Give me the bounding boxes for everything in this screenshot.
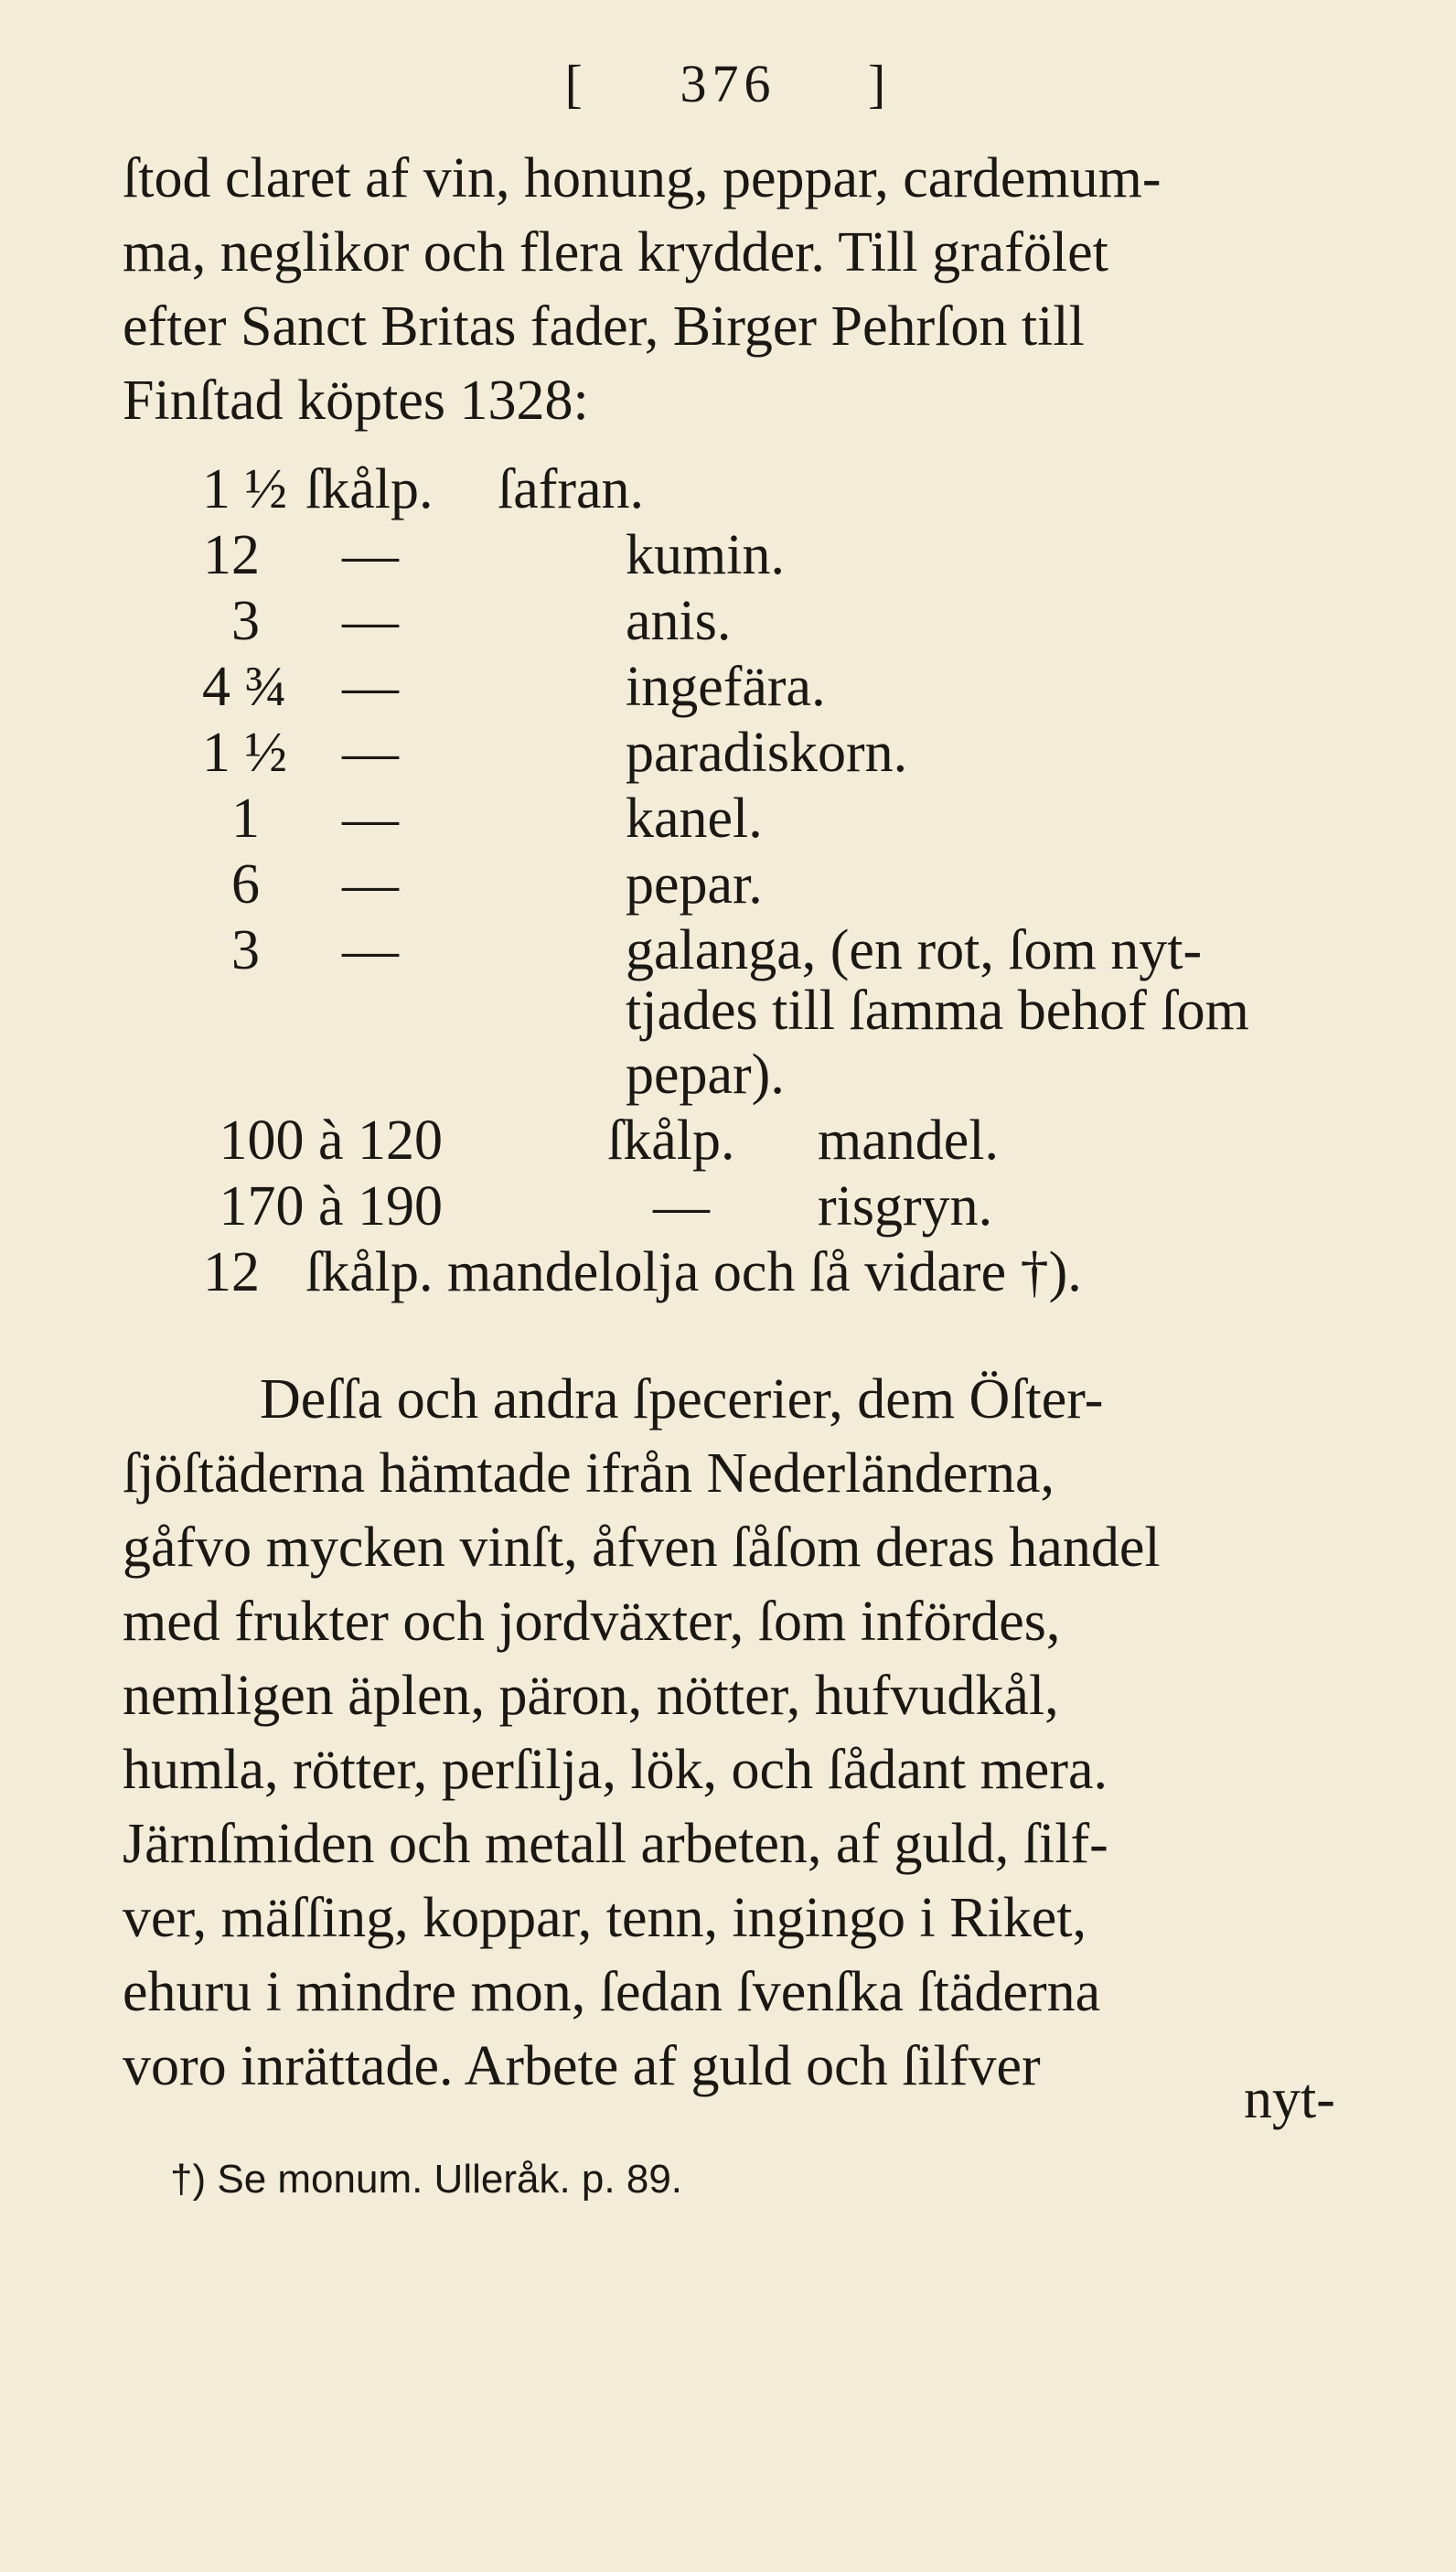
list-continuation-line: pepar). — [626, 1044, 785, 1106]
list-measure: — — [342, 524, 399, 586]
list-item-name: anis. — [626, 590, 732, 652]
list-qty: 100 à 120 — [219, 1109, 443, 1172]
list-qty: 1 — [231, 788, 260, 850]
main-line: med frukter och jordväxter, ſom infördes, — [123, 1591, 1061, 1653]
catchword: nyt- — [1244, 2068, 1335, 2130]
list-item-name: ingefära. — [626, 656, 826, 718]
list-measure: — — [342, 788, 399, 850]
footnote: †) Se monum. Ulleråk. p. 89. — [170, 2157, 683, 2202]
page-header — [0, 53, 1456, 114]
list-qty: 12 — [203, 1241, 260, 1303]
main-line: gåfvo mycken vinſt, åfven ſåſom deras handel — [123, 1516, 1161, 1579]
list-item-name: ſkålp. mandelolja och ſå vidare †). — [305, 1241, 1082, 1303]
list-measure: — — [342, 590, 399, 652]
main-line: humla, rötter, perſilja, lök, och ſådant mera. — [123, 1739, 1108, 1801]
list-qty: 12 — [203, 524, 260, 586]
main-line: voro inrättade. Arbete af guld och ſilfver — [123, 2035, 1041, 2097]
main-line: ver, mäſſing, koppar, tenn, ingingo i Riket, — [123, 1887, 1087, 1949]
main-line: nemligen äplen, päron, nötter, hufvudkål, — [123, 1665, 1059, 1727]
intro-line: ma, neglikor och flera krydder. Till grafölet — [123, 221, 1108, 284]
list-qty: 170 à 190 — [219, 1175, 443, 1238]
list-item-name: galanga, (en rot, ſom nyt- — [626, 919, 1203, 981]
list-item-name: mandel. — [818, 1109, 999, 1172]
list-qty: 3 — [231, 919, 260, 981]
list-measure: — — [342, 722, 399, 784]
list-measure: — — [342, 853, 399, 916]
list-item-name: pepar. — [626, 853, 763, 916]
list-measure: ſkålp. — [305, 458, 434, 520]
list-item-name: ſafran. — [498, 458, 645, 520]
list-item-name: kumin. — [626, 524, 785, 586]
list-qty: 6 — [231, 853, 260, 916]
list-item-name: kanel. — [626, 788, 763, 850]
list-qty: 1 ½ — [202, 458, 287, 520]
intro-line: Finſtad köptes 1328: — [123, 370, 589, 432]
main-line: Järnſmiden och metall arbeten, af guld, ſilf- — [123, 1813, 1108, 1875]
list-item-name: paradiskorn. — [626, 722, 908, 784]
main-line: Deſſa och andra ſpecerier, dem Öſter- — [260, 1368, 1104, 1431]
main-line: ehuru i mindre mon, ſedan ſvenſka ſtäderna — [123, 1961, 1101, 2023]
list-measure: — — [342, 919, 399, 981]
intro-paragraph — [123, 142, 1348, 438]
list-measure: ſkålp. — [607, 1109, 735, 1172]
bracket-open: [ — [564, 54, 588, 113]
intro-line: efter Sanct Britas fader, Birger Pehrſon till — [123, 295, 1085, 358]
list-qty: 1 ½ — [202, 722, 287, 784]
list-measure: — — [653, 1175, 710, 1238]
main-line: ſjöſtäderna hämtade ifrån Nederländerna, — [123, 1442, 1055, 1505]
list-continuation-line: tjades till ſamma behof ſom — [626, 980, 1249, 1042]
list-item-name: risgryn. — [818, 1175, 993, 1238]
page-number: 376 — [680, 54, 776, 113]
intro-line: ſtod claret af vin, honung, peppar, cardemum- — [123, 147, 1162, 209]
main-paragraph — [123, 1363, 1348, 2104]
list-qty: 4 ¾ — [202, 656, 287, 718]
bracket-close: ] — [868, 54, 892, 113]
list-measure: — — [342, 656, 399, 718]
list-qty: 3 — [231, 590, 260, 652]
